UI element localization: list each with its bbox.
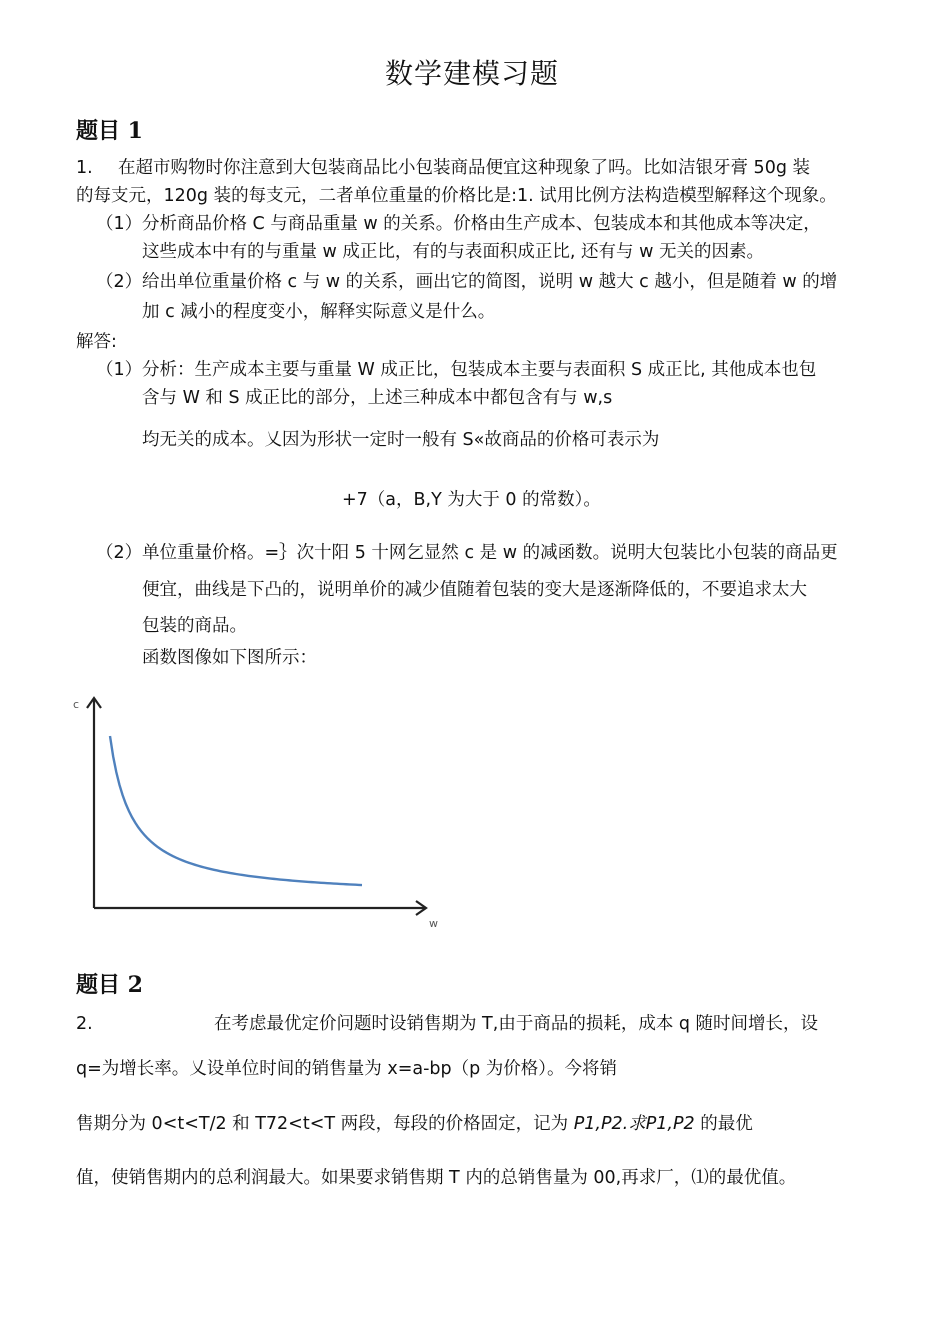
price-weight-graph xyxy=(60,686,460,936)
answer-label: 解答: xyxy=(76,332,117,352)
price-formula: +7（a，B,Y 为大于 0 的常数）。 xyxy=(342,490,601,510)
answer1-label: （1） xyxy=(96,360,143,380)
answer2-line2: 便宜，曲线是下凸的，说明单价的减少值随着包装的变大是逐渐降低的，不要追求太大 xyxy=(142,580,807,600)
problem1-sub1-label: （1） xyxy=(96,214,143,234)
problem2-heading: 题目 2 xyxy=(76,972,143,998)
problem1-sub1-line2: 这些成本中有的与重量 w 成正比，有的与表面积成正比, 还有与 w 无关的因素。 xyxy=(142,242,764,262)
answer2-line1: 单位重量价格。=｝次十阳 5 十网乞显然 c 是 w 的减函数。说明大包装比小包装的商品更 xyxy=(142,543,838,563)
answer2-line3: 包装的商品。 xyxy=(142,616,247,636)
problem1-sub1-line1: 分析商品价格 C 与商品重量 w 的关系。价格由生产成本、包装成本和其他成本等决定， xyxy=(142,214,821,234)
problem1-number: 1. xyxy=(76,158,93,178)
answer1-line3: 均无关的成本。乂因为形状一定时一般有 S«故商品的价格可表示为 xyxy=(142,430,660,450)
answer1-line2: 含与 W 和 S 成正比的部分，上述三种成本中都包含有与 w,s xyxy=(142,388,613,408)
problem2-line1: 在考虑最优定价问题时设销售期为 T,由于商品的损耗，成本 q 随时间增长，设 xyxy=(214,1014,819,1034)
answer2-label: （2） xyxy=(96,543,143,563)
problem2-number: 2. xyxy=(76,1014,93,1034)
answer1-line1: 分析：生产成本主要与重量 W 成正比，包装成本主要与表面积 S 成正比, 其他成本也包 xyxy=(142,360,817,380)
problem2-line3-a: 售期分为 0<t<T/2 和 T72<t<T 两段，每段的价格固定，记为 xyxy=(76,1114,574,1134)
y-axis-label: c xyxy=(73,698,80,711)
problem1-question-line2: 的每支元，120g 装的每支元，二者单位重量的价格比是:1. 试用比例方法构造模型解释这个现象。 xyxy=(76,186,837,206)
problem2-line4: 值，使销售期内的总利润最大。如果要求销售期 T 内的总销售量为 00,再求厂，⑴的最优值。 xyxy=(76,1168,797,1188)
x-axis-label: w xyxy=(429,917,438,930)
problem2-line3-c: 的最优 xyxy=(694,1114,753,1134)
problem2-line3-italic: P1,P2.求P1,P2 xyxy=(573,1114,695,1134)
price-curve xyxy=(110,736,362,885)
problem1-heading: 题目 1 xyxy=(76,118,143,144)
problem1-sub2-line2: 加 c 减小的程度变小，解释实际意义是什么。 xyxy=(142,302,496,322)
problem1-sub2-label: （2） xyxy=(96,272,143,292)
graph-axes xyxy=(87,698,426,915)
page-title: 数学建模习题 xyxy=(385,57,560,90)
problem1-sub2-line1: 给出单位重量价格 c 与 w 的关系，画出它的简图，说明 w 越大 c 越小，但是随着 w 的增 xyxy=(142,272,838,292)
problem1-question-line1: 在超市购物时你注意到大包装商品比小包装商品便宜这种现象了吗。比如洁银牙膏 50g 装 xyxy=(118,158,810,178)
graph-caption: 函数图像如下图所示： xyxy=(142,648,317,668)
problem2-line2: q=为增长率。乂设单位时间的销售量为 x=a-bp（p 为价格）。今将销 xyxy=(76,1059,618,1079)
problem2-line3 xyxy=(76,1112,753,1136)
